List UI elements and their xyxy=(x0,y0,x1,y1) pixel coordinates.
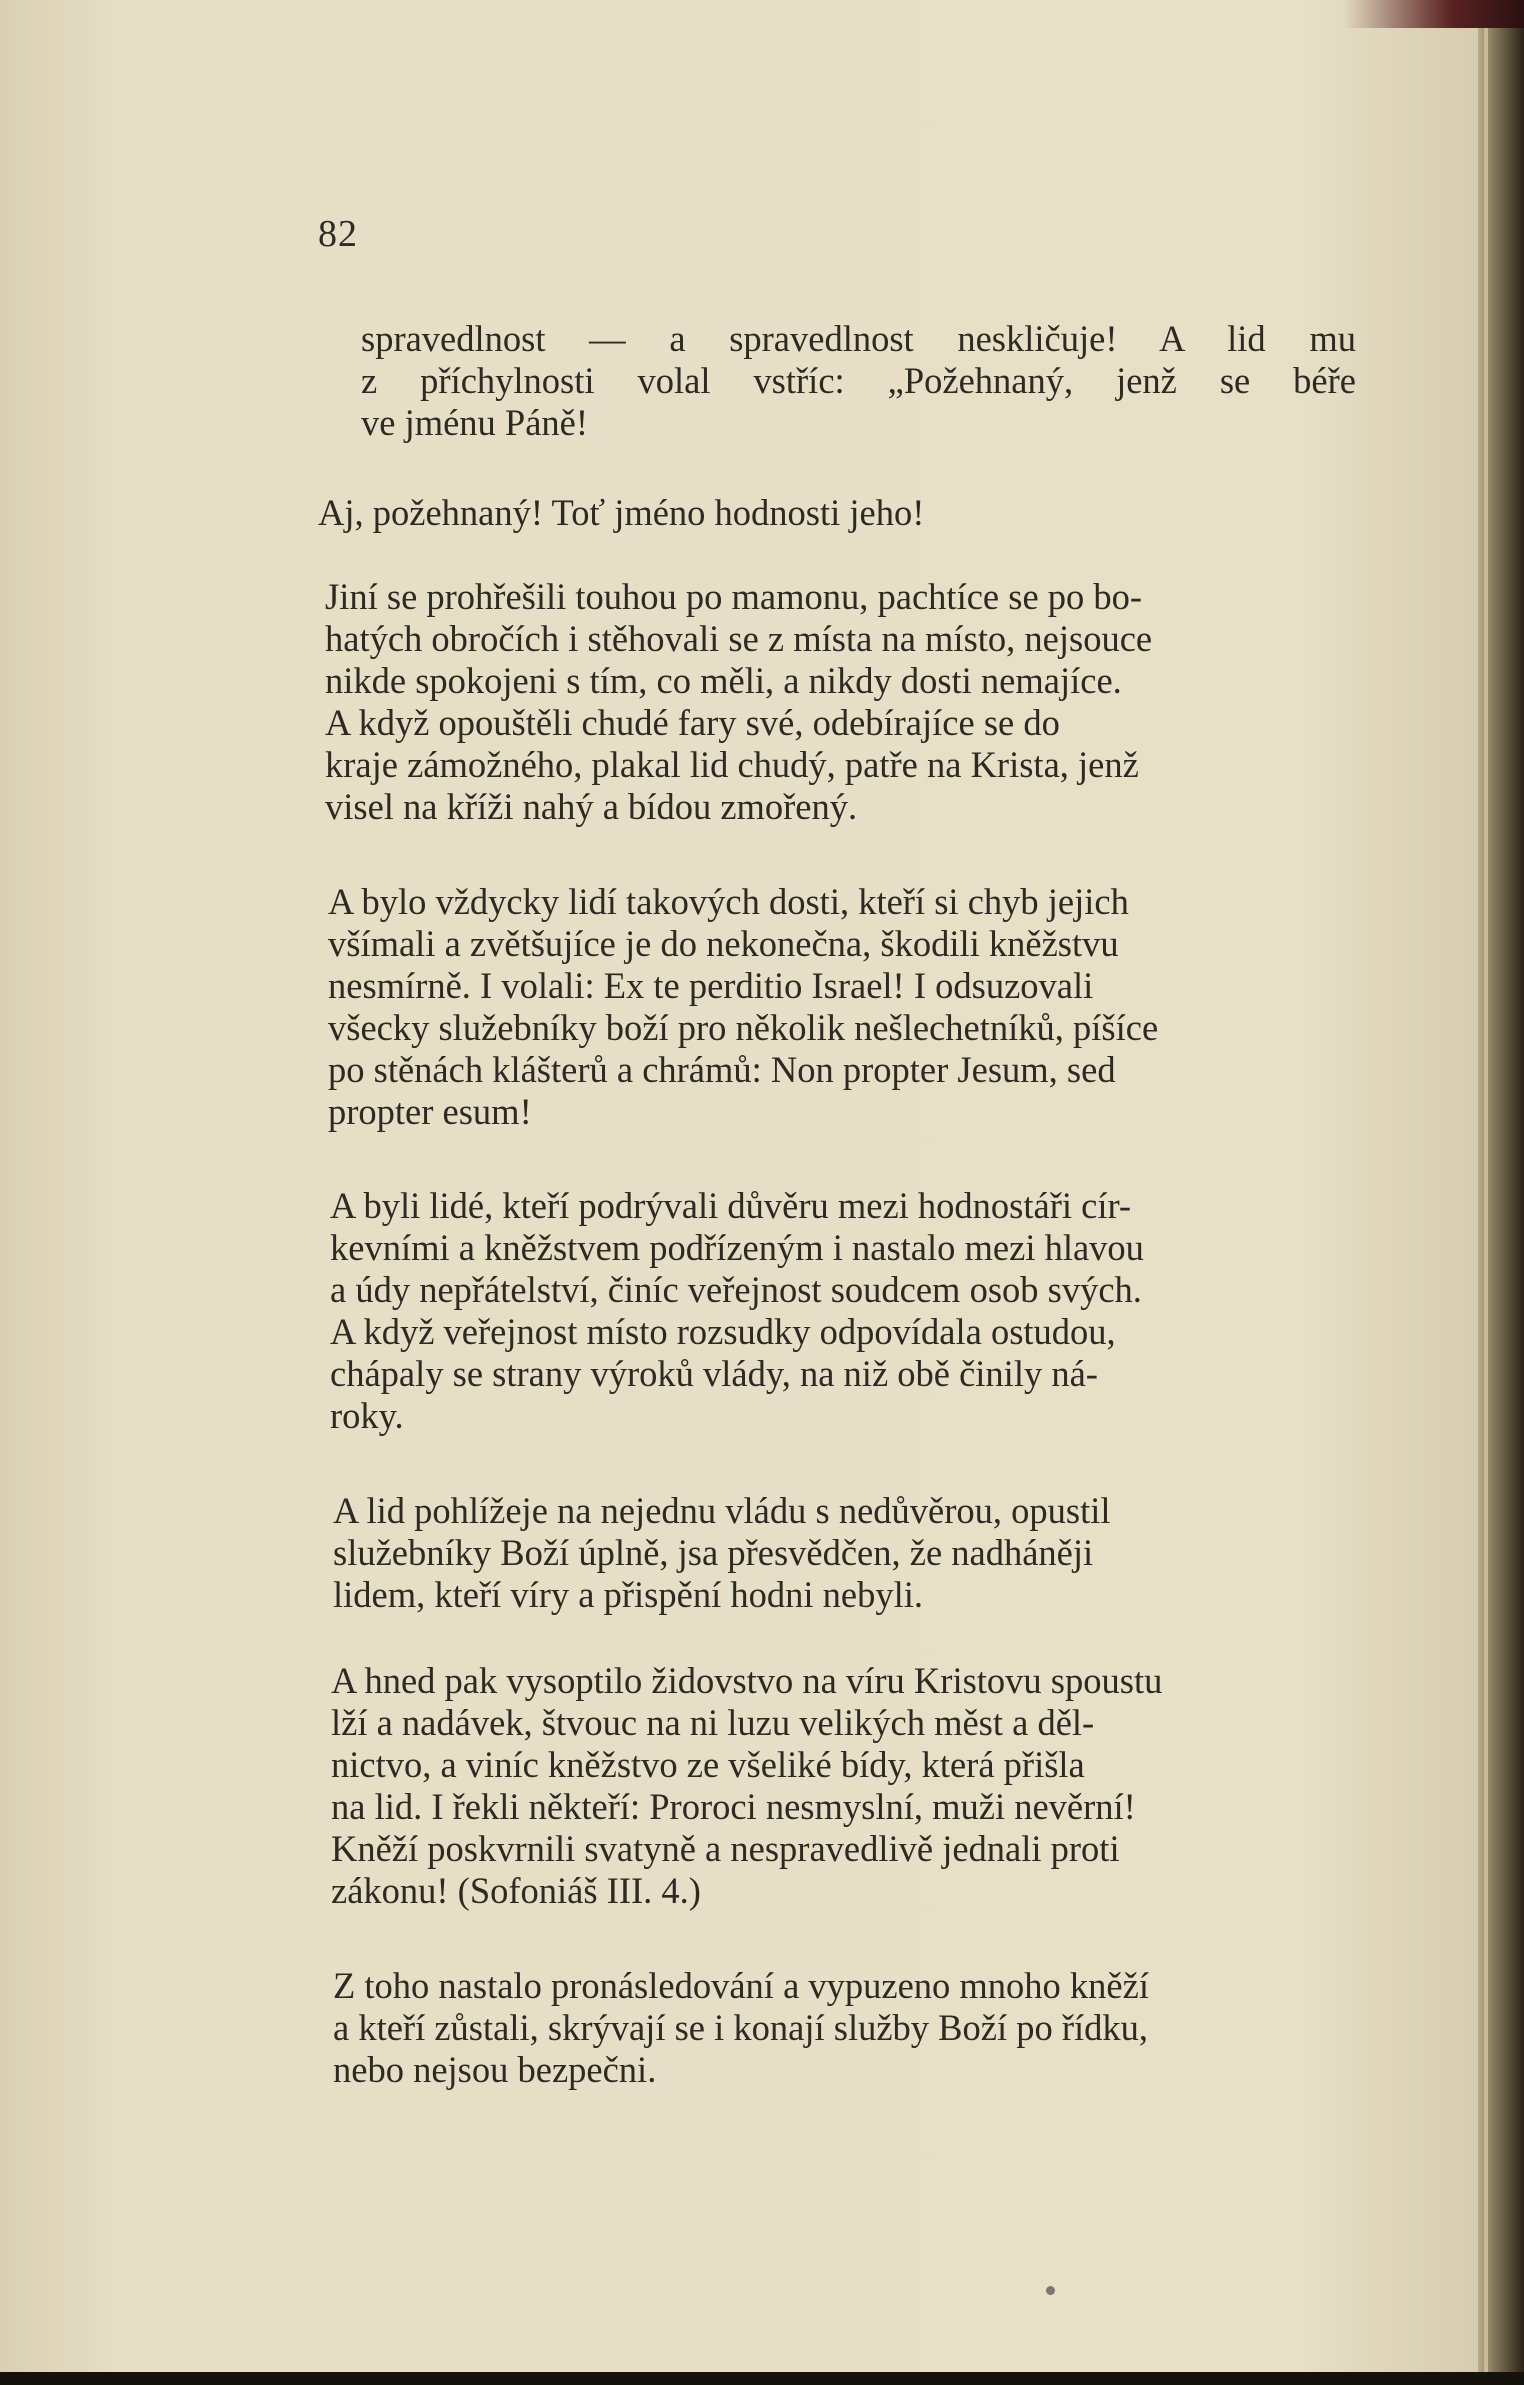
text-line: zákonu! (Sofoniáš III. 4.) xyxy=(331,1870,701,1911)
text-line: a údy nepřátelství, činíc veřejnost soudcem osob svých. xyxy=(330,1269,1142,1310)
text-line: A když opouštěli chudé fary své, odebírajíce se do xyxy=(325,702,1060,743)
text-line: nictvo, a viníc kněžstvo ze všeliké bídy, která přišla xyxy=(331,1744,1085,1785)
paragraph-2 xyxy=(318,492,1356,534)
text-line: A hned pak vysoptilo židovstvo na víru Kristovu spoustu xyxy=(331,1660,1163,1701)
text-line: a kteří zůstali, skrývají se i konají služby Boží po řídku, xyxy=(333,2007,1149,2048)
paragraph-3 xyxy=(325,576,1356,828)
text-line: kevními a kněžstvem podřízeným i nastalo mezi hlavou xyxy=(330,1227,1144,1268)
ink-speck xyxy=(1046,2286,1055,2295)
text-line: propter esum! xyxy=(328,1091,532,1132)
text-line: spravedlnost — a spravedlnost neskličuje! A lid mu xyxy=(361,318,1356,359)
binding-strip xyxy=(1344,0,1524,28)
text-line: služebníky Boží úplně, jsa přesvědčen, že nadháněji xyxy=(333,1532,1094,1573)
text-line: nebo nejsou bezpečni. xyxy=(333,2049,657,2090)
paragraph-5 xyxy=(330,1185,1361,1437)
text-line: chápaly se strany výroků vlády, na niž obě činily ná- xyxy=(330,1353,1098,1394)
text-line: Aj, požehnaný! Toť jméno hodnosti jeho! xyxy=(318,492,925,533)
scan-border xyxy=(0,2372,1524,2385)
text-line: A bylo vždycky lidí takových dosti, kteří si chyb jejich xyxy=(328,881,1129,922)
text-line: lží a nadávek, štvouc na ni luzu velikých měst a děl- xyxy=(331,1702,1095,1743)
paragraph-4 xyxy=(328,881,1361,1133)
text-line: roky. xyxy=(330,1395,404,1436)
text-line: Z toho nastalo pronásledování a vypuzeno mnoho kněží xyxy=(333,1965,1149,2006)
text-line: nikde spokojeni s tím, co měli, a nikdy dosti nemajíce. xyxy=(325,660,1122,701)
text-line: na lid. I řekli někteří: Proroci nesmyslní, muži nevěrní! xyxy=(331,1786,1136,1827)
text-line: A když veřejnost místo rozsudky odpovídala ostudou, xyxy=(330,1311,1116,1352)
text-line: z příchylnosti volal vstříc: „Požehnaný, jenž se béře xyxy=(361,360,1356,401)
text-line: visel na kříži nahý a bídou zmořený. xyxy=(325,786,858,827)
text-line: po stěnách klášterů a chrámů: Non propter Jesum, sed xyxy=(328,1049,1116,1090)
text-line: Jiní se prohřešili touhou po mamonu, pachtíce se po bo- xyxy=(325,576,1143,617)
text-line: kraje zámožného, plakal lid chudý, patře na Krista, jenž xyxy=(325,744,1139,785)
paragraph-6 xyxy=(333,1490,1361,1616)
page-number: 82 xyxy=(318,213,358,255)
text-line: A lid pohlížeje na nejednu vládu s nedůvěrou, opustil xyxy=(333,1490,1111,1531)
text-line: Kněží poskvrnili svatyně a nespravedlivě jednali proti xyxy=(331,1828,1120,1869)
book-page-edge xyxy=(1478,0,1524,2385)
text-line: ve jménu Páně! xyxy=(361,402,589,443)
paragraph-8 xyxy=(333,1965,1365,2091)
text-line: hatých obročích i stěhovali se z místa na místo, nejsouce xyxy=(325,618,1153,659)
text-line: lidem, kteří víry a přispění hodni nebyli. xyxy=(333,1574,923,1615)
paragraph-1 xyxy=(361,318,1356,444)
text-line: všecky služebníky boží pro několik nešlechetníků, píšíce xyxy=(328,1007,1159,1048)
paragraph-7 xyxy=(331,1660,1364,1912)
text-line: všímali a zvětšujíce je do nekonečna, škodili kněžstvu xyxy=(328,923,1119,964)
text-line: nesmírně. I volali: Ex te perditio Israel! I odsuzovali xyxy=(328,965,1094,1006)
text-line: A byli lidé, kteří podrývali důvěru mezi hodnostáři cír- xyxy=(330,1185,1132,1226)
